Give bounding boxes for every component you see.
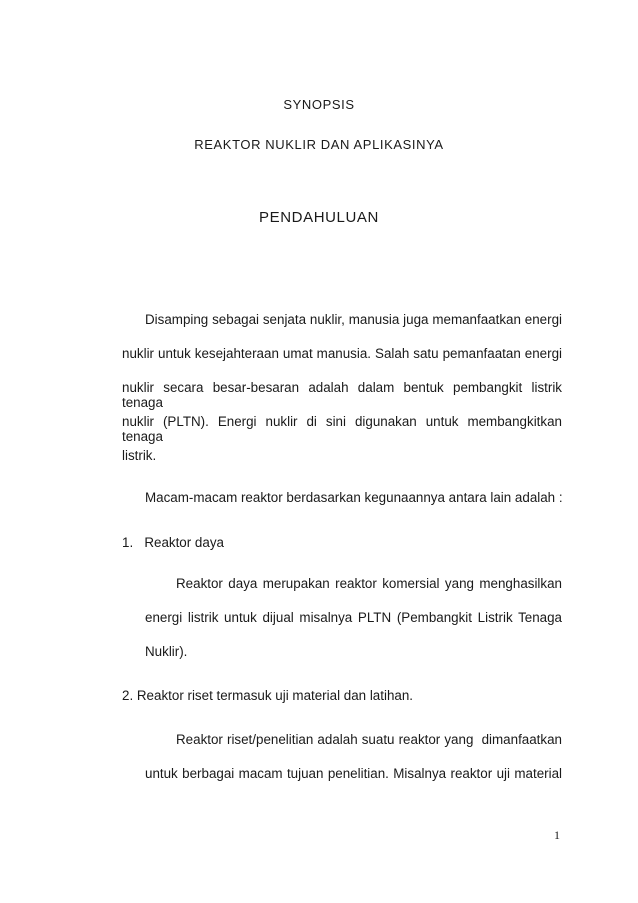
intro-line-5: listrik.	[122, 448, 157, 463]
item-2-heading: 2. Reaktor riset termasuk uji material dan latihan.	[122, 688, 414, 703]
page-number: 1	[554, 828, 560, 842]
intro-line-2: nuklir untuk kesejahteraan umat manusia. Salah satu pemanfaatan energi	[122, 346, 562, 361]
item-2-line-1: Reaktor riset/penelitian adalah suatu reaktor yang dimanfaatkan	[176, 732, 562, 747]
types-intro: Macam-macam reaktor berdasarkan kegunaannya antara lain adalah :	[145, 490, 563, 505]
document-title: SYNOPSIS	[283, 97, 355, 112]
document-subtitle: REAKTOR NUKLIR DAN APLIKASINYA	[194, 137, 444, 152]
item-1-heading: 1. Reaktor daya	[122, 535, 224, 550]
item-1-line-3: Nuklir).	[145, 644, 188, 659]
intro-line-1: Disamping sebagai senjata nuklir, manusia juga memanfaatkan energi	[145, 312, 562, 327]
item-2-line-2: untuk berbagai macam tujuan penelitian. Misalnya reaktor uji material	[145, 766, 562, 781]
intro-line-3: nuklir secara besar-besaran adalah dalam bentuk pembangkit listrik tenaga	[122, 380, 562, 410]
item-1-line-1: Reaktor daya merupakan reaktor komersial yang menghasilkan	[176, 576, 562, 591]
intro-line-4: nuklir (PLTN). Energi nuklir di sini digunakan untuk membangkitkan tenaga	[122, 414, 562, 444]
item-1-line-2: energi listrik untuk dijual misalnya PLTN (Pembangkit Listrik Tenaga	[145, 610, 562, 625]
section-heading: PENDAHULUAN	[259, 209, 379, 226]
